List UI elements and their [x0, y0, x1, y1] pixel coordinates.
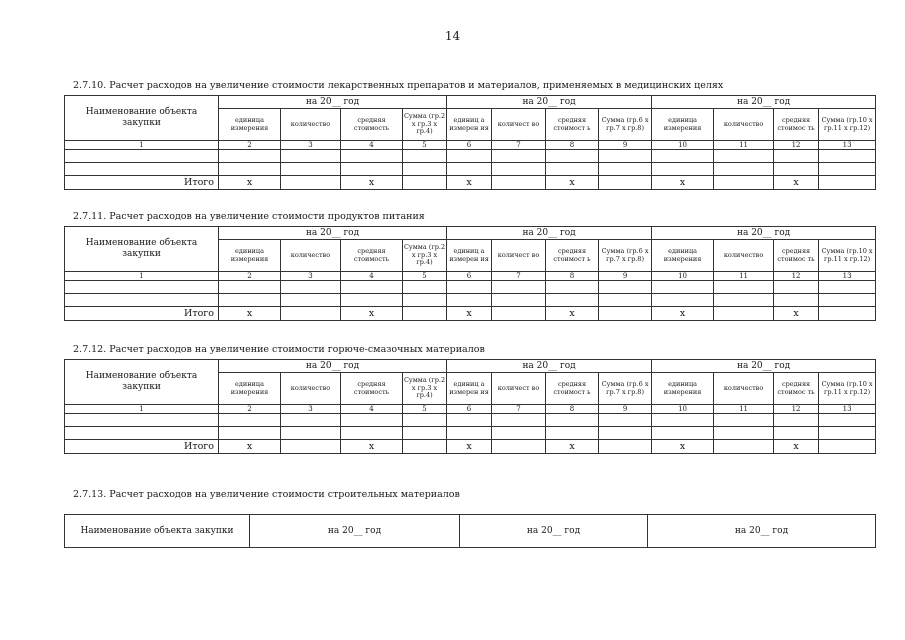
table-cell [219, 163, 281, 176]
table-cell [819, 427, 876, 440]
table-header-row [65, 360, 876, 373]
column-number-row [65, 405, 876, 414]
table-cell [492, 294, 546, 307]
table-cell [403, 414, 447, 427]
year-header: на 20__ год [250, 515, 460, 548]
year-header: на 20__ год [447, 360, 652, 373]
column-header: единица измерения [652, 373, 714, 405]
column-number: 2 [219, 141, 281, 150]
column-number: 11 [714, 272, 774, 281]
column-header: средняя стоимость [341, 109, 403, 141]
table-cell [819, 150, 876, 163]
column-number: 5 [403, 141, 447, 150]
column-number: 4 [341, 405, 403, 414]
table-cell [492, 281, 546, 294]
column-number: 5 [403, 405, 447, 414]
column-header: количество [281, 373, 341, 405]
total-cell [599, 307, 652, 321]
table-cell [492, 414, 546, 427]
column-header: количест во [492, 109, 546, 141]
column-header: средняя стоимос ть [774, 240, 819, 272]
column-header: Сумма (гр.6 х гр.7 х гр.8) [599, 109, 652, 141]
table-cell [447, 281, 492, 294]
table-row [65, 294, 876, 307]
column-number: 2 [219, 272, 281, 281]
table-cell [65, 414, 219, 427]
total-cell [819, 176, 876, 190]
table-cell [281, 163, 341, 176]
table-row [65, 150, 876, 163]
total-cell [714, 307, 774, 321]
column-number: 3 [281, 272, 341, 281]
table-row [65, 163, 876, 176]
table-cell [403, 150, 447, 163]
column-header: Сумма (гр.10 х гр.11 х гр.12) [819, 109, 876, 141]
table-cell [819, 294, 876, 307]
column-header: Сумма (гр.2 х гр.3 х гр.4) [403, 373, 447, 405]
column-header: средняя стоимост ь [546, 109, 599, 141]
table-cell [281, 281, 341, 294]
table-cell [546, 150, 599, 163]
table-cell [714, 163, 774, 176]
column-header: количество [714, 109, 774, 141]
column-number: 12 [774, 272, 819, 281]
table-cell [774, 414, 819, 427]
table-cell [492, 427, 546, 440]
column-number-row [65, 141, 876, 150]
total-cell: x [546, 307, 599, 321]
table-cell [774, 294, 819, 307]
table-cell [599, 281, 652, 294]
table-cell [599, 414, 652, 427]
table-cell [65, 427, 219, 440]
total-cell [403, 440, 447, 454]
column-header: средняя стоимость [341, 240, 403, 272]
total-cell [819, 307, 876, 321]
table-cell [281, 414, 341, 427]
table-row [65, 515, 876, 548]
column-number: 6 [447, 272, 492, 281]
total-cell: x [341, 176, 403, 190]
table-2-7-10 [64, 95, 876, 190]
total-cell [492, 307, 546, 321]
column-number: 13 [819, 141, 876, 150]
table-cell [774, 163, 819, 176]
table-cell [403, 427, 447, 440]
section-title-2-7-11: 2.7.11. Расчет расходов на увеличение стоимости продуктов питания [73, 211, 425, 222]
table-cell [341, 414, 403, 427]
table-cell [652, 427, 714, 440]
total-cell: x [341, 440, 403, 454]
table-cell [65, 150, 219, 163]
column-number: 6 [447, 141, 492, 150]
column-header: единиц а измерен ия [447, 240, 492, 272]
column-number: 4 [341, 141, 403, 150]
column-header: единица измерения [652, 109, 714, 141]
page-number: 14 [444, 29, 461, 43]
total-cell [714, 176, 774, 190]
table-cell [652, 150, 714, 163]
total-cell [492, 176, 546, 190]
column-number: 9 [599, 141, 652, 150]
total-row [65, 176, 876, 190]
total-cell [599, 176, 652, 190]
total-cell [599, 440, 652, 454]
column-number: 10 [652, 405, 714, 414]
table-cell [652, 414, 714, 427]
table-cell [403, 294, 447, 307]
year-header: на 20__ год [447, 96, 652, 109]
column-header: Сумма (гр.10 х гр.11 х гр.12) [819, 373, 876, 405]
table-cell [652, 281, 714, 294]
column-header: единица измерения [219, 373, 281, 405]
table-cell [546, 427, 599, 440]
total-cell: x [774, 176, 819, 190]
table-cell [219, 414, 281, 427]
column-number: 7 [492, 141, 546, 150]
table-cell [341, 281, 403, 294]
section-title-2-7-13: 2.7.13. Расчет расходов на увеличение стоимости строительных материалов [73, 489, 460, 500]
section-title-2-7-12: 2.7.12. Расчет расходов на увеличение стоимости горюче-смазочных материалов [73, 344, 485, 355]
total-label: Итого [65, 176, 219, 190]
table-cell [714, 427, 774, 440]
column-header: единица измерения [219, 240, 281, 272]
table-cell [819, 281, 876, 294]
table-cell [281, 150, 341, 163]
table-cell [714, 281, 774, 294]
column-number: 13 [819, 272, 876, 281]
column-header-name: Наименование объекта закупки [65, 96, 219, 141]
column-number: 1 [65, 272, 219, 281]
column-number: 3 [281, 141, 341, 150]
column-header: количество [714, 240, 774, 272]
table-2-7-11 [64, 226, 876, 321]
year-header: на 20__ год [219, 96, 447, 109]
column-header-name: Наименование объекта закупки [65, 227, 219, 272]
table-cell [447, 294, 492, 307]
total-cell [492, 440, 546, 454]
total-cell: x [447, 307, 492, 321]
year-header: на 20__ год [447, 227, 652, 240]
table-cell [341, 427, 403, 440]
column-number: 7 [492, 405, 546, 414]
table-cell [403, 281, 447, 294]
total-cell [403, 307, 447, 321]
table-cell [546, 281, 599, 294]
column-number: 6 [447, 405, 492, 414]
table-cell [492, 150, 546, 163]
column-number: 10 [652, 141, 714, 150]
year-header: на 20__ год [219, 227, 447, 240]
table-cell [492, 163, 546, 176]
table-2-7-12 [64, 359, 876, 454]
column-header: единица измерения [652, 240, 714, 272]
section-title-2-7-10: 2.7.10. Расчет расходов на увеличение стоимости лекарственных препаратов и материалов, применяемых в медицинских целях [73, 80, 724, 91]
column-header-name: Наименование объекта закупки [65, 515, 250, 548]
table-row [65, 427, 876, 440]
year-header: на 20__ год [652, 227, 876, 240]
year-header: на 20__ год [460, 515, 648, 548]
table-2-7-13 [64, 514, 876, 548]
table-cell [546, 294, 599, 307]
year-header: на 20__ год [219, 360, 447, 373]
total-cell: x [774, 307, 819, 321]
total-cell: x [652, 176, 714, 190]
column-header: средняя стоимос ть [774, 373, 819, 405]
column-number: 12 [774, 405, 819, 414]
table-cell [281, 427, 341, 440]
total-cell: x [219, 307, 281, 321]
column-number: 11 [714, 405, 774, 414]
column-number: 1 [65, 141, 219, 150]
table-cell [447, 414, 492, 427]
table-cell [714, 294, 774, 307]
table-cell [599, 163, 652, 176]
table-cell [546, 414, 599, 427]
table-cell [281, 294, 341, 307]
column-number: 10 [652, 272, 714, 281]
table-cell [403, 163, 447, 176]
column-header: средняя стоимост ь [546, 373, 599, 405]
column-header: количество [281, 109, 341, 141]
table-cell [774, 281, 819, 294]
table-cell [219, 150, 281, 163]
total-cell [819, 440, 876, 454]
table-cell [714, 414, 774, 427]
total-cell [281, 440, 341, 454]
table-cell [65, 294, 219, 307]
table-cell [447, 427, 492, 440]
table-cell [341, 163, 403, 176]
column-number: 9 [599, 272, 652, 281]
table-cell [652, 294, 714, 307]
column-header: средняя стоимост ь [546, 240, 599, 272]
column-number-row [65, 272, 876, 281]
column-header: Сумма (гр.2 х гр.3 х гр.4) [403, 109, 447, 141]
table-cell [219, 281, 281, 294]
table-cell [774, 150, 819, 163]
total-cell: x [447, 440, 492, 454]
table-cell [599, 427, 652, 440]
table-cell [819, 163, 876, 176]
total-cell: x [652, 307, 714, 321]
table-cell [652, 163, 714, 176]
column-header: Сумма (гр.2 х гр.3 х гр.4) [403, 240, 447, 272]
total-cell: x [774, 440, 819, 454]
total-cell [281, 307, 341, 321]
total-label: Итого [65, 307, 219, 321]
table-cell [599, 150, 652, 163]
table-row [65, 414, 876, 427]
column-header: количест во [492, 240, 546, 272]
total-cell: x [219, 176, 281, 190]
table-cell [714, 150, 774, 163]
column-header: средняя стоимость [341, 373, 403, 405]
column-header: единиц а измерен ия [447, 373, 492, 405]
table-header-row [65, 96, 876, 109]
column-header: количество [714, 373, 774, 405]
table-cell [447, 163, 492, 176]
total-cell: x [447, 176, 492, 190]
column-header: количество [281, 240, 341, 272]
total-cell [403, 176, 447, 190]
total-row [65, 307, 876, 321]
year-header: на 20__ год [648, 515, 876, 548]
total-cell [714, 440, 774, 454]
total-cell: x [652, 440, 714, 454]
column-number: 8 [546, 141, 599, 150]
total-cell: x [341, 307, 403, 321]
year-header: на 20__ год [652, 360, 876, 373]
column-header: количест во [492, 373, 546, 405]
column-number: 11 [714, 141, 774, 150]
column-number: 5 [403, 272, 447, 281]
table-cell [341, 150, 403, 163]
table-cell [219, 294, 281, 307]
column-number: 8 [546, 405, 599, 414]
table-cell [819, 414, 876, 427]
column-header: Сумма (гр.6 х гр.7 х гр.8) [599, 240, 652, 272]
column-header: единица измерения [219, 109, 281, 141]
column-header: средняя стоимос ть [774, 109, 819, 141]
total-row [65, 440, 876, 454]
column-header: Сумма (гр.6 х гр.7 х гр.8) [599, 373, 652, 405]
year-header: на 20__ год [652, 96, 876, 109]
column-number: 8 [546, 272, 599, 281]
table-cell [599, 294, 652, 307]
table-cell [65, 281, 219, 294]
column-number: 9 [599, 405, 652, 414]
total-cell [281, 176, 341, 190]
column-number: 4 [341, 272, 403, 281]
total-cell: x [219, 440, 281, 454]
column-number: 1 [65, 405, 219, 414]
table-cell [774, 427, 819, 440]
table-header-row [65, 227, 876, 240]
table-cell [447, 150, 492, 163]
column-header: Сумма (гр.10 х гр.11 х гр.12) [819, 240, 876, 272]
total-label: Итого [65, 440, 219, 454]
column-number: 2 [219, 405, 281, 414]
column-header: единиц а измерен ия [447, 109, 492, 141]
table-cell [341, 294, 403, 307]
total-cell: x [546, 176, 599, 190]
column-number: 3 [281, 405, 341, 414]
table-cell [65, 163, 219, 176]
column-header-name: Наименование объекта закупки [65, 360, 219, 405]
table-cell [546, 163, 599, 176]
total-cell: x [546, 440, 599, 454]
table-cell [219, 427, 281, 440]
table-row [65, 281, 876, 294]
column-number: 13 [819, 405, 876, 414]
column-number: 12 [774, 141, 819, 150]
column-number: 7 [492, 272, 546, 281]
